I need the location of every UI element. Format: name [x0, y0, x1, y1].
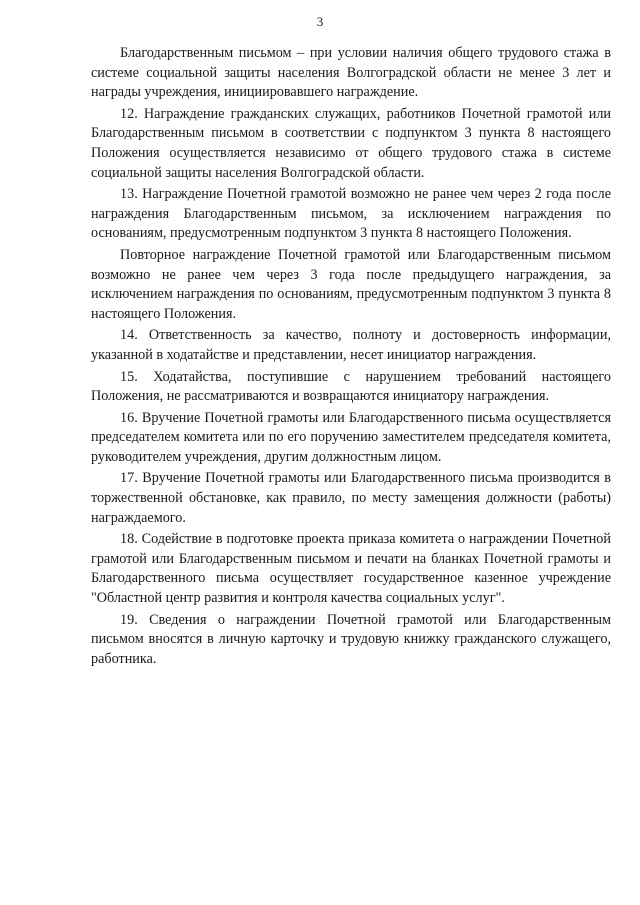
paragraph-18: 18. Содействие в подготовке проекта приказа комитета о награждении Почетной грамотой или Благодарственным письмом и печати на бланках Почетной грамоты и Благодарственного письма осуществляет государственное казенное учреждение "Областной центр развития и контроля качества социальных услуг". [91, 531, 611, 607]
page-number: 3 [316, 14, 324, 29]
paragraph-16: 16. Вручение Почетной грамоты или Благодарственного письма осуществляется председателем комитета или по его поручению заместителем председателя комитета, руководителем учреждения, другим должностным лицом. [91, 409, 611, 465]
paragraph-17: 17. Вручение Почетной грамоты или Благодарственного письма производится в торжественной обстановке, как правило, по месту замещения должности (работы) награждаемого. [91, 470, 611, 526]
paragraph-13-repeat: Повторное награждение Почетной грамотой или Благодарственным письмом возможно не ранее чем через 3 года после предыдущего награждения, за исключением награждения по основаниям, предусмотренным подпунктом 3 пункта 8 настоящего Положения. [91, 246, 611, 322]
paragraph-13: 13. Награждение Почетной грамотой возможно не ранее чем через 2 года после награждения Благодарственным письмом, за исключением награждения по основаниям, предусмотренным подпунктом 3 пункта 8 настоящего Положения. [91, 186, 611, 242]
paragraph-12: 12. Награждение гражданских служащих, работников Почетной грамотой или Благодарственным письмом в соответствии с подпунктом 3 пункта 8 настоящего Положения осуществляется независимо от общего трудового стажа в системе социальной защиты населения Волгоградской области. [91, 105, 611, 181]
paragraph-19: 19. Сведения о награждении Почетной грамотой или Благодарственным письмом вносятся в личную карточку и трудовую книжку гражданского служащего, работника. [91, 611, 611, 667]
paragraph-continuation: Благодарственным письмом – при условии наличия общего трудового стажа в системе социальной защиты населения Волгоградской области не менее 3 лет и награды учреждения, инициировавшего награждение. [91, 45, 611, 101]
paragraph-15: 15. Ходатайства, поступившие с нарушением требований настоящего Положения, не рассматриваются и возвращаются инициатору награждения. [91, 368, 611, 405]
paragraph-14: 14. Ответственность за качество, полноту и достоверность информации, указанной в ходатайстве и представлении, несет инициатор награждения. [91, 327, 611, 363]
document-body [91, 44, 611, 671]
